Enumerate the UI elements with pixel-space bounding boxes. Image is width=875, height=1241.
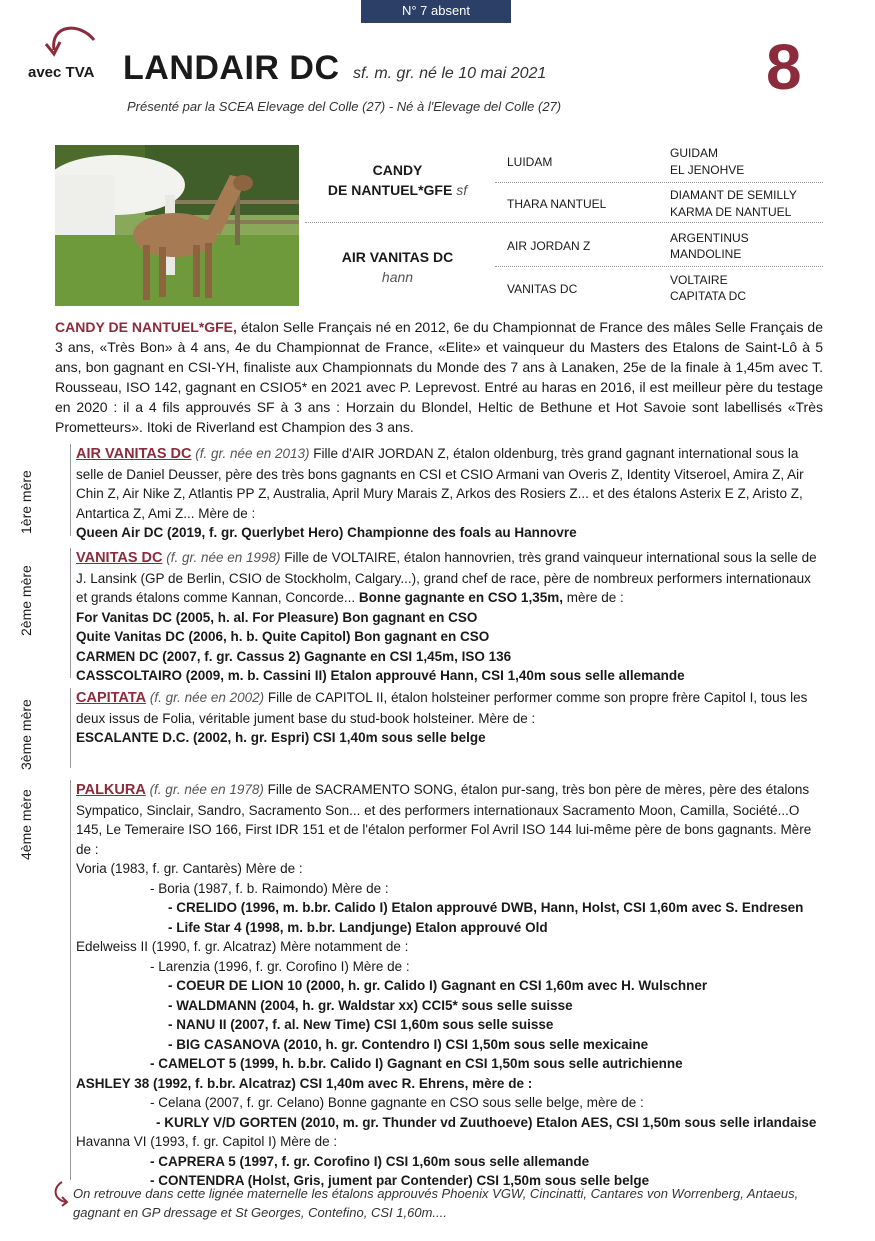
- vat-label: avec TVA: [28, 64, 95, 81]
- great-grandparent: EL JENOHVE: [670, 163, 745, 177]
- second-dam-produce: Quite Vanitas DC (2006, h. b. Quite Capitol) Bon gagnant en CSO: [76, 629, 490, 644]
- descendant-line: Voria (1983, f. gr. Cantarès) Mère de :: [76, 861, 303, 876]
- descendant-line: - CAMELOT 5 (1999, h. b.br. Calido I) Gagnant en CSI 1,50m sous selle autrichienne: [150, 1056, 683, 1071]
- mere-label: 1ère mère: [18, 470, 34, 534]
- grandparent-2: THARA NANTUEL: [507, 197, 607, 211]
- sire-name-line1: CANDY: [372, 162, 423, 178]
- great-grandparent: VOLTAIRE: [670, 273, 728, 287]
- grandparent-4: VANITAS DC: [507, 282, 578, 296]
- great-grandparent: CAPITATA DC: [670, 289, 747, 303]
- horse-name: LANDAIR DC: [123, 49, 340, 87]
- great-grandparent: ARGENTINUS: [670, 231, 749, 245]
- first-dam-text: Fille d'AIR JORDAN Z, étalon oldenburg, très grand gagnant international sous la selle de Daniel Deusser, père des très bons gagnants en CSI et CSIO Armani van Overis Z, Identity Vitseroel, Amira Z, Air Chin Z, Air Nike Z, Atlantis PP Z, Australia, April Mury Marais Z, Arkos des Rosiers Z... et des étalons Asterix E Z, Aristo Z, Antartica Z, Ami Z... Mère de :: [76, 446, 804, 521]
- descendant-line: - CONTENDRA (Holst, Gris, jument par Contender) CSI 1,50m sous selle belge: [150, 1173, 650, 1188]
- second-dam-text: Fille de VOLTAIRE, étalon hannovrien, très grand vainqueur international sous la selle de J. Lansink (GP de Berlin, CSIO de Stockholm, Calgary...), grand chef de race, père de nombreux performers internationaux et grands étalons comme Kannan, Concorde...: [76, 550, 817, 605]
- horse-details: sf. m. gr. né le 10 mai 2021: [353, 65, 547, 82]
- descendant-line: - Celana (2007, f. gr. Celano) Bonne gagnante en CSO sous selle belge, mère de :: [150, 1095, 644, 1110]
- third-dam-text: Fille de CAPITOL II, étalon holsteiner performer comme son propre frère Capitol I, tous les deux issus de Folia, véritable jument base du stud-book holsteiner. Mère de :: [76, 690, 808, 726]
- mere-label: 4ème mère: [18, 789, 34, 860]
- pedigree-sire: [300, 160, 495, 200]
- section-rule: [70, 780, 71, 1180]
- curved-arrow-icon: [50, 1180, 72, 1208]
- fourth-dam-descendants: [76, 859, 823, 1191]
- second-dam-tail: mère de :: [562, 590, 624, 605]
- pedigree-divider: [495, 182, 823, 183]
- first-dam-info: (f. gr. née en 2013): [191, 446, 310, 461]
- first-dam-name: AIR VANITAS DC: [76, 446, 192, 462]
- third-dam-info: (f. gr. née en 2002): [146, 690, 265, 705]
- absent-tag: N° 7 absent: [361, 0, 511, 23]
- third-dam-section: [76, 688, 823, 748]
- great-grandparent: GUIDAM: [670, 146, 718, 160]
- dam-breed: hann: [381, 269, 414, 285]
- first-dam-produce: Queen Air DC (2019, f. gr. Querlybet Hero) Championne des foals au Hannovre: [76, 525, 577, 540]
- sire-description-name: CANDY DE NANTUEL*GFE,: [55, 319, 237, 335]
- lot-number: 8: [766, 31, 802, 103]
- mere-label: 3ème mère: [18, 699, 34, 770]
- first-dam-section: [76, 444, 823, 543]
- great-grandparent: MANDOLINE: [670, 247, 742, 261]
- dam-name: AIR VANITAS DC: [341, 249, 454, 265]
- grandparent-1: LUIDAM: [507, 155, 553, 169]
- section-rule: [70, 688, 71, 768]
- horse-photo: [55, 145, 299, 306]
- second-dam-section: [76, 548, 823, 686]
- great-grandparent: KARMA DE NANTUEL: [670, 205, 792, 219]
- third-dam-name: CAPITATA: [76, 690, 147, 706]
- descendant-line: - CAPRERA 5 (1997, f. gr. Corofino I) CSI 1,60m sous selle allemande: [150, 1153, 590, 1169]
- descendant-line: - WALDMANN (2004, h. gr. Waldstar xx) CCI5* sous selle suisse: [168, 997, 573, 1013]
- second-dam-produce: CARMEN DC (2007, f. gr. Cassus 2) Gagnante en CSI 1,45m, ISO 136: [76, 648, 512, 664]
- sire-name-line2: DE NANTUEL*GFE: [327, 182, 453, 198]
- descendant-line: Havanna VI (1993, f. gr. Capitol I) Mère de :: [76, 1134, 338, 1149]
- sire-description-text: étalon Selle Français né en 2012, 6e du Championnat de France des mâles Selle Français de 3 ans, «Très Bon» à 4 ans, 4e du Championnat de France, «Elite» et vainqueur du Masters des Etalons de Saint-Lô à 5 ans, bon gagnant en CSI-YH, finaliste aux Championnats du Monde des 7 ans à Lanaken, 25e de la finale à 1,45m avec T. Rousseau, ISO 142, gagnant en CSIO5* en 2021 avec P. Leprevost. Entré au haras en 2016, il est meilleur père du testage en 2020 : il a 4 fils approuvés SF à 3 ans : Horzain du Blondel, Heltic de Bethune et Hot Savoie sont labellisés «Très Prometteurs». Itoki de Riverland est Champion des 3 ans.: [55, 319, 823, 435]
- sire-description: [55, 317, 823, 437]
- pedigree-divider: [305, 222, 823, 223]
- second-dam-produce: CASSCOLTAIRO (2009, m. b. Cassini II) Etalon approuvé Hann, CSI 1,40m sous selle allemande: [76, 668, 685, 683]
- fourth-dam-info: (f. gr. née en 1978): [145, 782, 264, 797]
- second-dam-produce: For Vanitas DC (2005, h. al. For Pleasure) Bon gagnant en CSO: [76, 609, 478, 625]
- presented-by: Présenté par la SCEA Elevage del Colle (27) - Né à l'Elevage del Colle (27): [127, 99, 562, 114]
- fourth-dam-name: PALKURA: [76, 782, 146, 798]
- fourth-dam-text: Fille de SACRAMENTO SONG, étalon pur-sang, très bon père de mères, père des étalons Sympatico, Sinclair, Sandro, Sacramento Son... et des performers internationaux Sacramento Moon, Camilla, Société...O 145, Le Temeraire ISO 166, First IDR 151 et de l'étalon performer Fol Avril ISO 144 lui-même père de bons gagnants. Mère de :: [76, 782, 812, 857]
- descendant-line: - Life Star 4 (1998, m. b.br. Landjunge) Etalon approuvé Old: [168, 919, 548, 935]
- mere-label: 2ème mère: [18, 565, 34, 636]
- third-dam-produce: ESCALANTE D.C. (2002, h. gr. Espri) CSI 1,40m sous selle belge: [76, 730, 486, 745]
- descendant-line: - Boria (1987, f. b. Raimondo) Mère de :: [150, 880, 389, 896]
- second-dam-info: (f. gr. née en 1998): [162, 550, 281, 565]
- pedigree-divider: [495, 266, 823, 267]
- descendant-line: - NANU II (2007, f. al. New Time) CSI 1,60m sous selle suisse: [168, 1017, 554, 1032]
- curved-arrow-icon: [40, 22, 100, 62]
- descendant-line: Edelweiss II (1990, f. gr. Alcatraz) Mère notamment de :: [76, 939, 409, 954]
- lineage-note: On retrouve dans cette lignée maternelle les étalons approuvés Phoenix VGW, Cincinatti, Cantares von Worrenberg, Antaeus, gagnant en GP dressage et St Georges, Contefino, CSI 1,60m....: [73, 1186, 799, 1220]
- second-dam-name: VANITAS DC: [76, 550, 163, 566]
- descendant-line: - COEUR DE LION 10 (2000, h. gr. Calido I) Gagnant en CSI 1,60m avec H. Wulschner: [168, 978, 708, 993]
- sire-breed: sf: [456, 182, 468, 198]
- descendant-line: - CRELIDO (1996, m. b.br. Calido I) Etalon approuvé DWB, Hann, Holst, CSI 1,60m avec S. Endresen: [168, 900, 804, 915]
- pedigree-dam: [300, 247, 495, 287]
- descendant-line: ASHLEY 38 (1992, f. b.br. Alcatraz) CSI 1,40m avec R. Ehrens, mère de :: [76, 1075, 533, 1091]
- section-rule: [70, 444, 71, 536]
- descendant-line: - KURLY V/D GORTEN (2010, m. gr. Thunder vd Zuuthoeve) Etalon AES, CSI 1,50m sous selle irlandaise: [156, 1114, 817, 1130]
- grandparent-3: AIR JORDAN Z: [507, 239, 591, 253]
- second-dam-bold: Bonne gagnante en CSO 1,35m,: [358, 590, 563, 605]
- descendant-line: - BIG CASANOVA (2010, h. gr. Contendro I) CSI 1,50m sous selle mexicaine: [168, 1036, 649, 1052]
- section-rule: [70, 548, 71, 678]
- descendant-line: - Larenzia (1996, f. gr. Corofino I) Mère de :: [150, 958, 410, 974]
- fourth-dam-section: [76, 780, 823, 1191]
- great-grandparent: DIAMANT DE SEMILLY: [670, 188, 797, 202]
